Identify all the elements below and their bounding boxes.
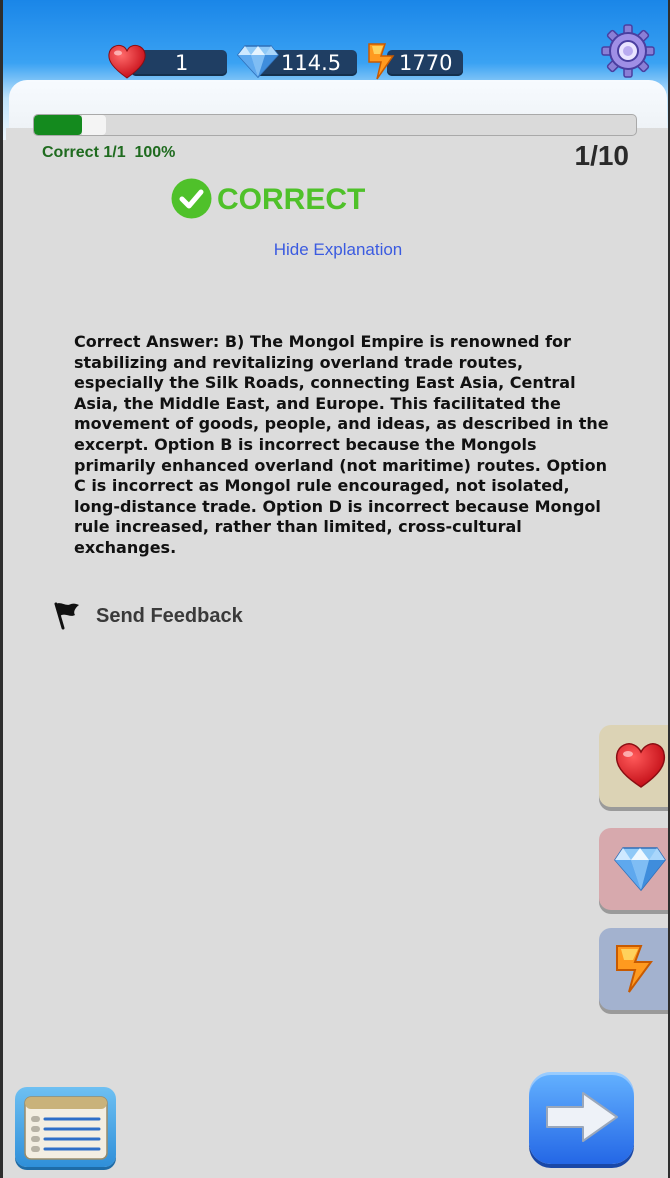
buy-energy-button[interactable]	[599, 928, 670, 1010]
send-feedback-label[interactable]: Send Feedback	[96, 605, 243, 627]
buy-lives-button[interactable]	[599, 725, 670, 807]
lightning-icon	[365, 42, 401, 80]
lightning-icon	[611, 942, 667, 994]
quiz-progress-fill	[34, 115, 82, 135]
checkmark-circle-icon	[171, 178, 212, 219]
gear-icon[interactable]	[601, 24, 655, 78]
lives-value: 1	[175, 51, 189, 75]
hide-explanation-link[interactable]	[3, 240, 670, 260]
arrow-right-icon	[543, 1090, 621, 1144]
heart-icon	[107, 44, 147, 80]
quiz-progress-knob	[82, 115, 106, 135]
hide-explanation-label[interactable]: Hide Explanation	[273, 240, 403, 259]
result-label: CORRECT	[217, 183, 366, 216]
heart-icon	[611, 739, 667, 791]
energy-value: 1770	[399, 51, 453, 75]
gems-value: 114.5	[281, 51, 342, 75]
content-panel	[6, 128, 668, 1178]
next-question-button[interactable]	[529, 1072, 634, 1164]
question-counter: 1/10	[574, 140, 629, 171]
list-icon	[23, 1095, 109, 1161]
question-list-button[interactable]	[15, 1087, 116, 1167]
gem-icon	[237, 44, 279, 78]
buy-gems-button[interactable]	[599, 828, 670, 910]
quiz-progress-bar	[33, 114, 637, 136]
explanation-text: Correct Answer: B) The Mongol Empire is renowned for stabilizing and revitalizing overland trade routes, especially the Silk Roads, connecting East Asia, Central Asia, the Middle East, and Europe. This facilitated the movement of goods, people, and ideas, as described in the excerpt. Option B is incorrect because the Mongols primarily enhanced overland (not maritime) routes. Option C is incorrect as Mongol rule encouraged, not isolated, long-distance trade. Option D is incorrect because Mongol rule increased, rather than limited, cross-cultural exchanges.	[74, 332, 609, 557]
flag-icon	[51, 600, 81, 630]
score-summary: Correct 1/1 100%	[42, 144, 176, 161]
gem-icon	[611, 842, 667, 894]
